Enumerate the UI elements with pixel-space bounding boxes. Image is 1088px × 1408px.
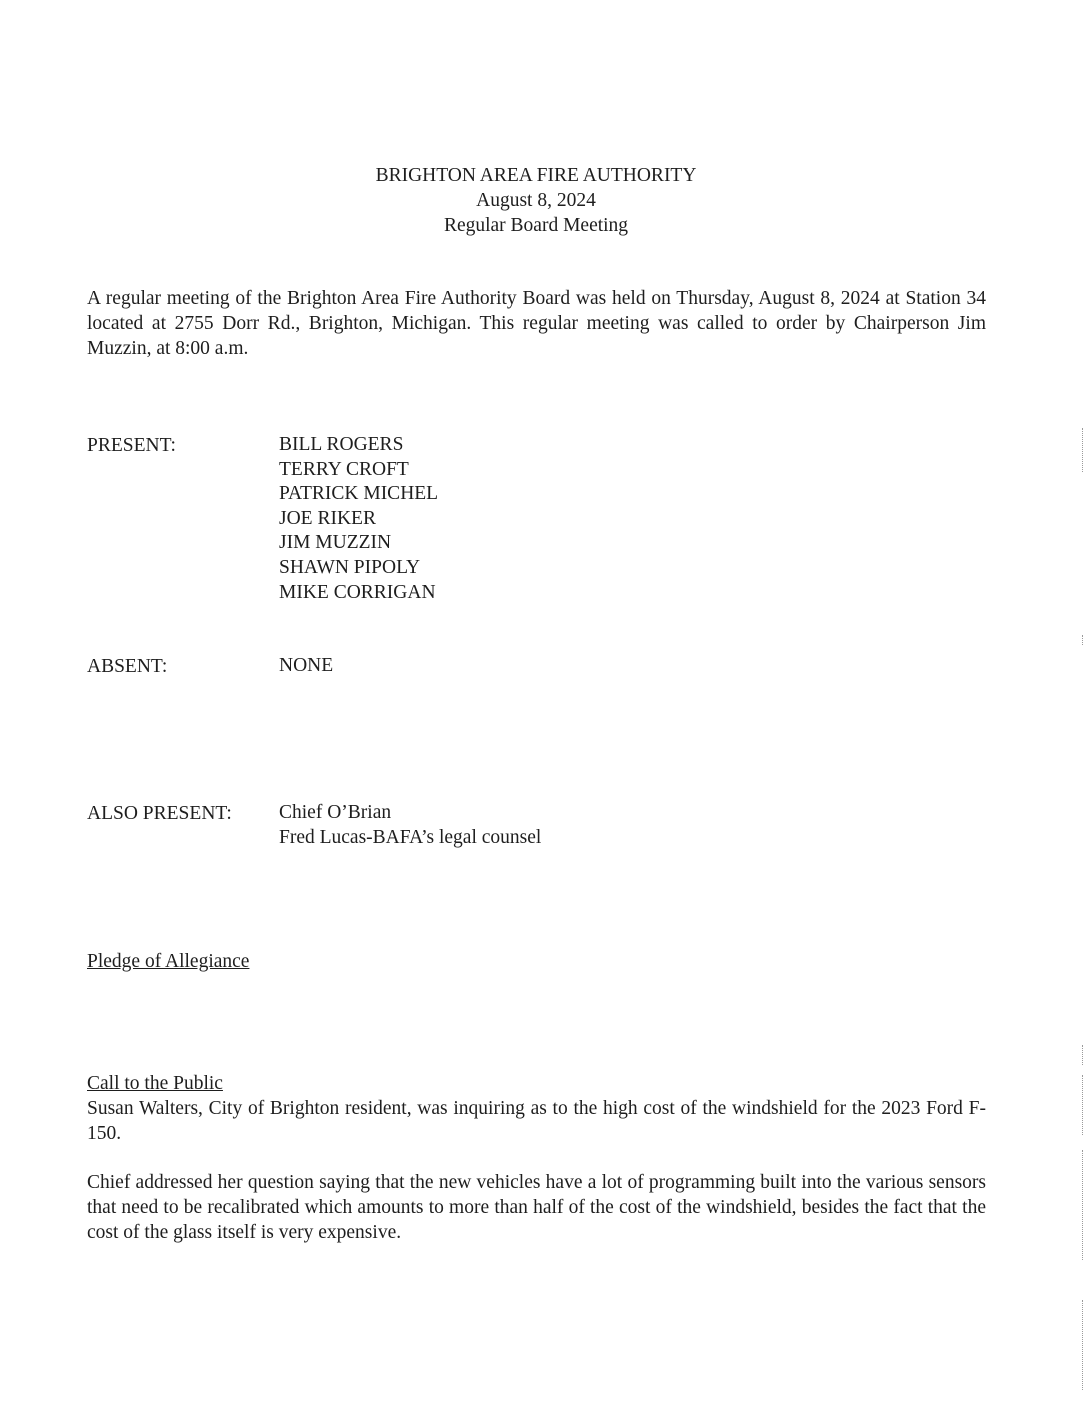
present-member: JOE RIKER — [279, 507, 376, 529]
scan-edge-marks — [1082, 420, 1084, 1400]
call-to-public-heading: Call to the Public — [87, 1073, 223, 1094]
present-member: BILL ROGERS — [279, 434, 404, 455]
call-to-public-text: Susan Walters, City of Brighton resident, was inquiring as to the high cost of the windshield for the 2023 Ford F-150. — [87, 1098, 986, 1144]
present-label: PRESENT: — [87, 435, 176, 456]
present-member: PATRICK MICHEL — [279, 483, 439, 505]
absent-label: ABSENT: — [87, 656, 168, 677]
also-present-list — [279, 801, 541, 850]
chief-response-text: Chief addressed her question saying that the new vehicles have a lot of programming built into the various sensors that need to be recalibrated which amounts to more than half of the cost of the windshield, besides the fact that the cost of the glass itself is very expensive. — [87, 1172, 986, 1243]
document-header — [0, 163, 1072, 238]
present-member: TERRY CROFT — [279, 458, 409, 480]
present-member: JIM MUZZIN — [279, 532, 392, 554]
also-present-person: Chief O’Brian — [279, 802, 392, 823]
also-present-person: Fred Lucas-BAFA’s legal counsel — [279, 826, 542, 848]
meeting-date: August 8, 2024 — [476, 190, 596, 211]
intro-paragraph: A regular meeting of the Brighton Area Fire Authority Board was held on Thursday, August 8, 2024 at Station 34 located at 2755 Dorr Rd., Brighton, Michigan. This regular meeting was called to order by Chairperson Jim Muzzin, at 8:00 a.m. — [87, 288, 986, 359]
present-member: MIKE CORRIGAN — [279, 581, 436, 603]
present-member: SHAWN PIPOLY — [279, 556, 421, 578]
pledge-heading: Pledge of Allegiance — [87, 951, 250, 972]
organization-title: BRIGHTON AREA FIRE AUTHORITY — [375, 165, 697, 186]
absent-value: NONE — [279, 655, 334, 676]
present-list — [279, 433, 438, 605]
meeting-type: Regular Board Meeting — [443, 215, 629, 236]
also-present-label: ALSO PRESENT: — [87, 803, 232, 824]
